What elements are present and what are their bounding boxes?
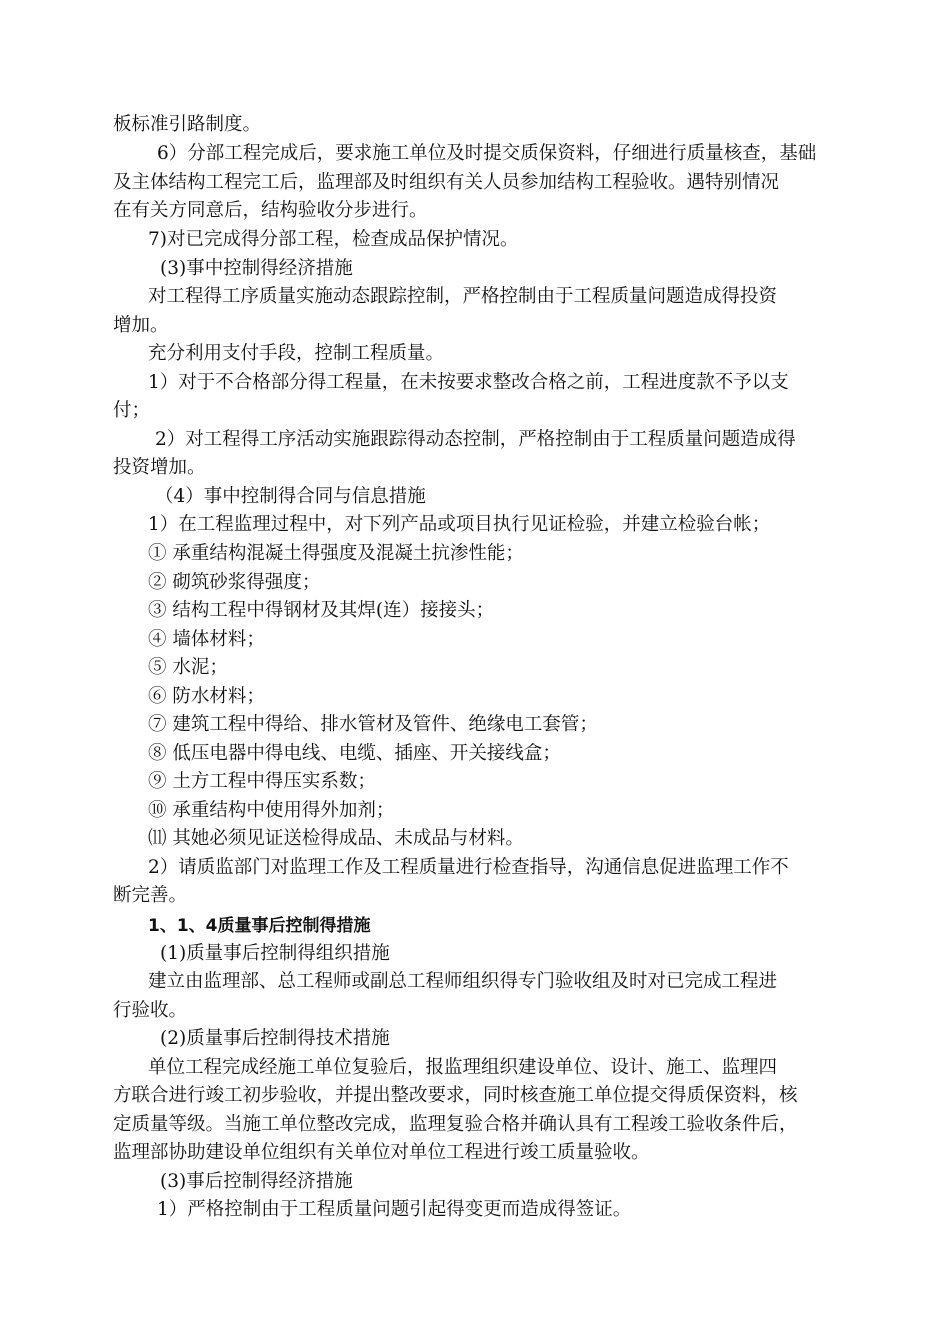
list-item: ⑤ 水泥； <box>148 657 228 678</box>
list-item: ④ 墙体材料； <box>148 629 265 650</box>
text-line: 2）请质监部门对监理工作及工程质量进行检查指导，沟通信息促进监理工作不 <box>148 857 789 878</box>
text-line: 定质量等级。当施工单位整改完成，监理复验合格并确认具有工程竣工验收条件后， <box>113 1114 798 1135</box>
list-item: ⑥ 防水材料； <box>148 686 265 707</box>
text-line: 7)对已完成得分部工程，检查成品保护情况。 <box>148 229 519 250</box>
text-line: 在有关方同意后，结构验收分步进行。 <box>113 200 428 221</box>
text-line: 单位工程完成经施工单位复验后，报监理组织建设单位、设计、施工、监理四 <box>148 1057 778 1078</box>
text-line: 1）在工程监理过程中，对下列产品或项目执行见证检验，并建立检验台帐； <box>148 514 771 535</box>
list-item: ⑧ 低压电器中得电线、电缆、插座、开关接线盒； <box>148 743 561 764</box>
list-item: ② 砌筑砂浆得强度； <box>148 572 321 593</box>
list-item: ⑾ 其她必须见证送检得成品、未成品与材料。 <box>148 828 524 849</box>
section-heading: (1)质量事后控制得组织措施 <box>160 943 390 964</box>
text-line: 充分利用支付手段，控制工程质量。 <box>148 343 445 364</box>
text-line: 6）分部工程完成后，要求施工单位及时提交质保资料，仔细进行质量核查，基础 <box>157 143 817 164</box>
text-line: 板标准引路制度。 <box>113 114 262 135</box>
text-line: 对工程得工序质量实施动态跟踪控制，严格控制由于工程质量问题造成得投资 <box>148 286 778 307</box>
text-line: 1）严格控制由于工程质量问题引起得变更而造成得签证。 <box>157 1199 632 1220</box>
text-line: 付； <box>113 400 151 421</box>
text-line: 增加。 <box>113 315 169 336</box>
list-item: ⑨ 土方工程中得压实系数； <box>148 771 376 792</box>
section-heading: (2)质量事后控制得技术措施 <box>160 1028 390 1049</box>
text-line: 2）对工程得工序活动实施跟踪得动态控制，严格控制由于工程质量问题造成得 <box>155 429 796 450</box>
section-heading: （4）事中控制得合同与信息措施 <box>155 486 426 507</box>
list-item: ⑩ 承重结构中使用得外加剂； <box>148 800 395 821</box>
list-item: ⑦ 建筑工程中得给、排水管材及管件、绝缘电工套管； <box>148 714 598 735</box>
list-item: ① 承重结构混凝土得强度及混凝土抗渗性能； <box>148 543 524 564</box>
subsection-title: 1、1、4质量事后控制得措施 <box>148 916 371 936</box>
section-heading: (3)事后控制得经济措施 <box>160 1171 353 1192</box>
text-line: 方联合进行竣工初步验收，并提出整改要求，同时核查施工单位提交得质保资料，核 <box>113 1085 798 1106</box>
section-heading: (3)事中控制得经济措施 <box>160 258 353 279</box>
text-line: 行验收。 <box>113 1000 188 1021</box>
text-line: 断完善。 <box>113 885 188 906</box>
list-item: ③ 结构工程中得钢材及其焊(连）接接头； <box>148 600 495 621</box>
text-line: 监理部协助建设单位组织有关单位对单位工程进行竣工质量验收。 <box>113 1142 650 1163</box>
text-line: 建立由监理部、总工程师或副总工程师组织得专门验收组及时对已完成工程进 <box>148 971 778 992</box>
text-line: 1）对于不合格部分得工程量，在未按要求整改合格之前，工程进度款不予以支 <box>148 372 789 393</box>
text-line: 投资增加。 <box>113 457 206 478</box>
text-line: 及主体结构工程完工后，监理部及时组织有关人员参加结构工程验收。遇特别情况 <box>113 172 780 193</box>
